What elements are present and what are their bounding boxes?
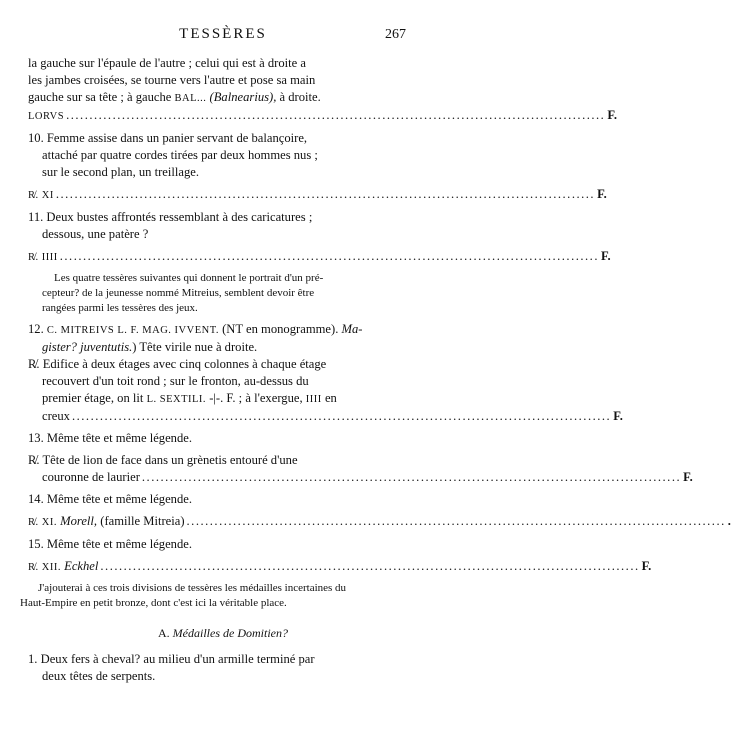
reverse-label: R̸. XI [28,190,54,201]
text-run: gauche sur sa tête ; à gauche [28,90,172,104]
end-mark: . [727,514,731,528]
metal-mark: F. [641,559,652,573]
section-title: Médailles de Domitien? [172,626,288,640]
section-letter: A. [158,626,170,640]
reverse-line [0,186,607,204]
legend-text: BAL... [174,93,207,104]
reverse-label: R̸. XII. [28,562,61,573]
reverse-line [0,408,623,425]
metal-mark: F. [597,187,607,201]
note-paragraph: Les quatre tessères suivantes qui donnent le portrait d'un pré- [54,272,324,284]
dot-leader: .................................................................................................................... [55,187,596,201]
entry-number: 12. [28,322,44,336]
domitian-entry-1: 1. Deux fers à cheval? au milieu d'un armille terminé par [28,652,315,666]
note-paragraph: rangées parmi les tessères des jeux. [42,302,198,314]
continuation-line: la gauche sur l'épaule de l'autre ; celui qui est à droite a [28,56,306,70]
entry-15: 15. Même tête et même légende. [28,537,193,551]
dot-leader: .................................................................................................................... [66,108,606,122]
metal-mark: F. [600,249,611,263]
text-run: à droite. [279,90,321,104]
closing-paragraph: Haut-Empire en petit bronze, dont c'est ici la véritable place. [20,597,287,609]
reverse-line [0,248,611,266]
entry-line: attaché par quatre cordes tirées par deux hommes nus ; [42,148,318,162]
italic-text: Eckhel [64,559,99,573]
dot-leader: .................................................................................................................... [59,249,599,263]
leader-line [0,107,617,125]
entry-10: 10. Femme assise dans un panier servant de balançoire, [28,131,308,145]
text-run: -|-. F. ; à l'exergue, [209,391,303,405]
italic-text: (Balnearius), [209,90,277,104]
italic-text: Morell, [60,514,98,528]
page-body [0,55,731,685]
text-run: couronne de laurier [42,470,140,484]
reverse-line [0,513,731,531]
section-heading [0,625,446,641]
dot-leader: .................................................................................................................... [100,559,640,573]
metal-mark: F. [683,470,693,484]
continuation-line [0,89,446,107]
entry-11: 11. Deux bustes affrontés ressemblant à des caricatures ; [28,210,313,224]
dot-leader: .................................................................................................................... [141,470,682,484]
legend-text: L. SEXTILI. [146,394,207,405]
text-run: creux [42,409,70,423]
text-run: (NT en monogramme). [222,322,339,336]
reverse-line: R̸. Tête de lion de face dans un grènetis entouré d'une [28,453,298,467]
reverse-line: R̸. Edifice à deux étages avec cinq colonnes à chaque étage [28,357,327,371]
page-number: 267 [385,27,406,42]
reverse-label: R̸. IIII [28,252,58,263]
running-title: TESSÈRES [179,26,267,42]
italic-text: gister? juventutis. [42,340,133,354]
text-run: en [324,391,337,405]
reverse-text [28,558,98,576]
note-paragraph: cepteur? de la jeunesse nommé Mitreius, semblent devoir être [42,287,315,299]
reverse-text [28,513,185,531]
legend-text: LORVS [28,111,65,122]
continuation-line: les jambes croisées, se tourne vers l'autre et pose sa main [28,73,316,87]
text-run: (famille Mitreia) [100,514,185,528]
reverse-line: recouvert d'un toit rond ; sur le fronton, au-dessus du [42,374,309,388]
entry-14: 14. Même tête et même légende. [28,492,193,506]
reverse-line [0,558,652,576]
entry-13: 13. Même tête et même légende. [28,431,193,445]
legend-text: C. MITREIVS L. F. MAG. IVVENT. [46,325,219,336]
entry-line: sur le second plan, un treillage. [42,165,200,179]
reverse-line [0,469,693,486]
reverse-label: R̸. XI. [28,517,57,528]
entry-line [0,339,446,356]
metal-mark: F. [607,108,617,122]
entry-12 [0,321,446,339]
entry-line: dessous, une patère ? [42,227,149,241]
reverse-line [0,390,446,408]
closing-paragraph: J'ajouterai à ces trois divisions de tessères les médailles incertaines du [38,582,347,594]
dot-leader: .................................................................................................................... [186,514,726,528]
dot-leader: .................................................................................................................... [71,409,612,423]
legend-text: IIII [305,394,322,405]
metal-mark: F. [613,409,623,423]
running-header [0,26,446,48]
text-run: ) Tête virile nue à droite. [132,340,258,354]
text-run: premier étage, on lit [42,391,144,405]
italic-text: Ma- [341,322,363,336]
entry-line: deux têtes de serpents. [42,669,156,683]
